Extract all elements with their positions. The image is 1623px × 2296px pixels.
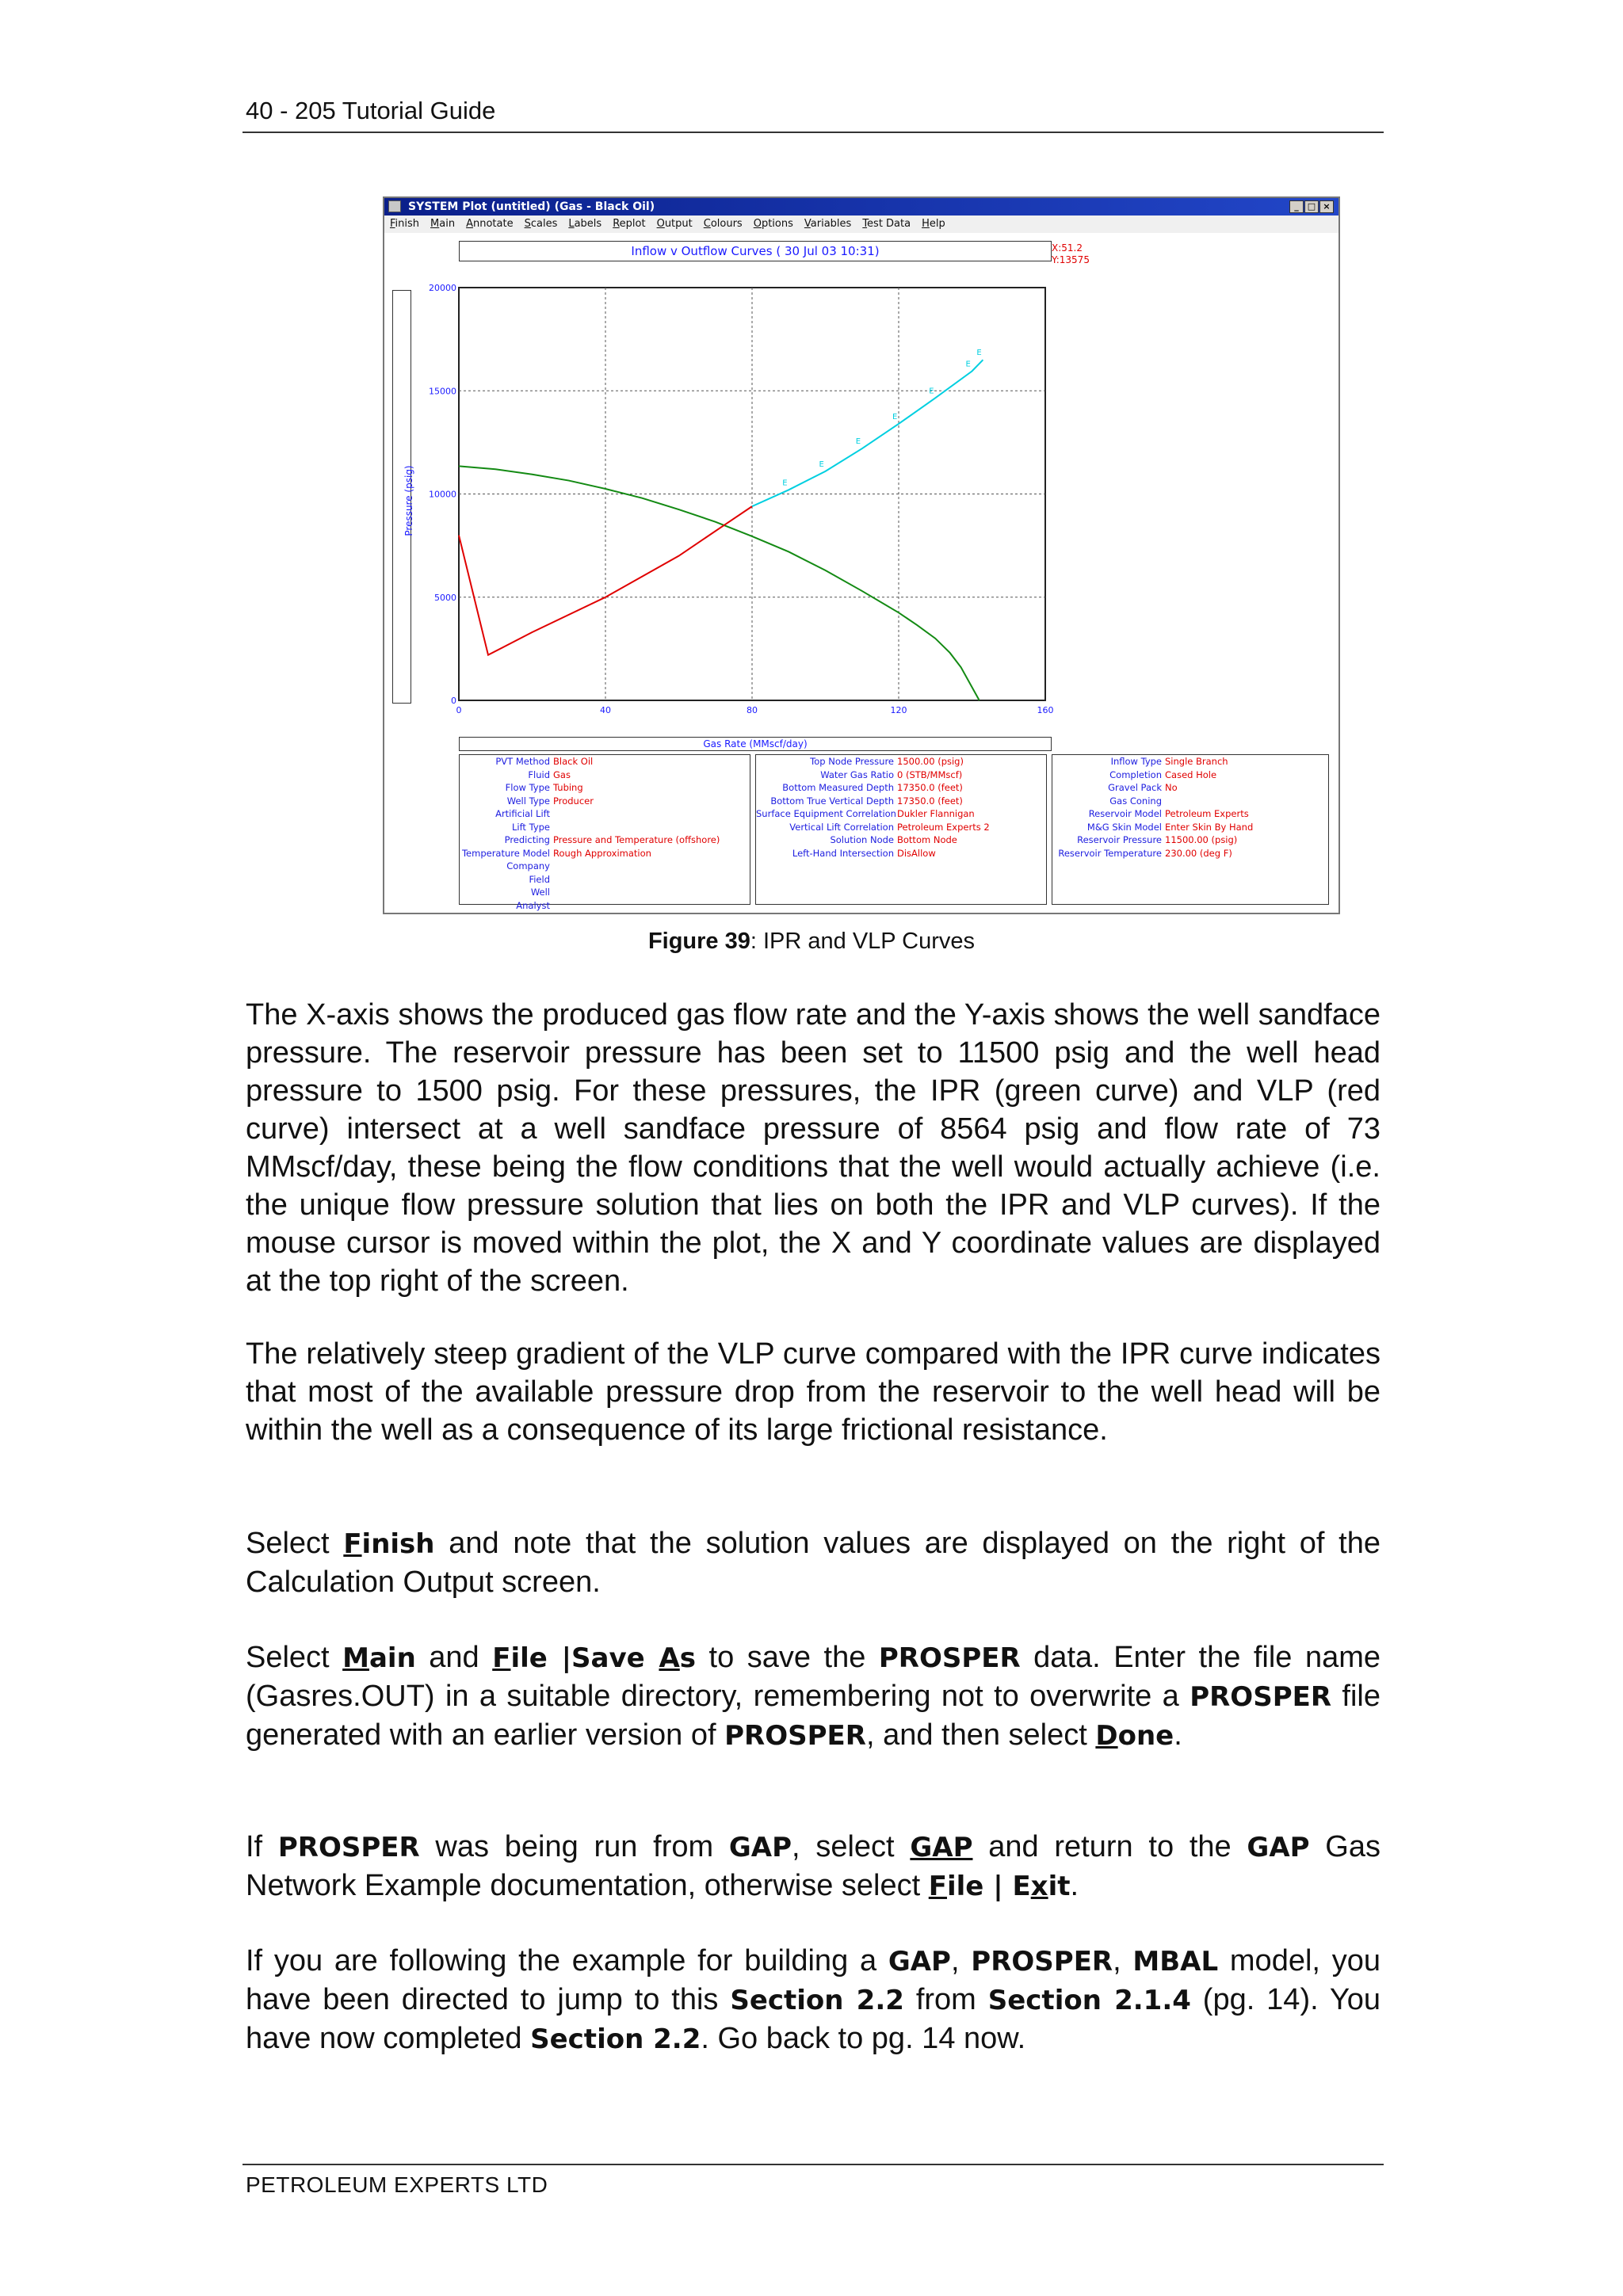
info-value: No (1165, 782, 1178, 793)
info-value: Gas (553, 769, 571, 780)
info-value: Single Branch (1165, 756, 1228, 767)
info-key: Gravel Pack (1108, 782, 1162, 793)
menu-test-data[interactable]: Test Data (862, 218, 911, 230)
info-row (1052, 821, 1328, 834)
info-value: DisAllow (897, 847, 936, 859)
info-value (1162, 795, 1165, 808)
info-value: 1500.00 (psig) (897, 756, 964, 767)
figure-caption-text: : IPR and VLP Curves (750, 929, 976, 954)
x-tick-label: 0 (456, 705, 462, 715)
info-value: Pressure and Temperature (offshore) (553, 834, 720, 845)
info-value: Bottom Node (897, 834, 957, 845)
info-value: 230.00 (deg F) (1165, 847, 1232, 859)
info-row (1052, 847, 1328, 860)
vlp-point-marker: E (892, 412, 898, 421)
info-value (550, 899, 553, 913)
info-value: Tubing (553, 782, 583, 793)
header-rule (242, 132, 1384, 133)
vlp-point-marker: E (929, 387, 934, 396)
paragraph-4: Select Main and File |Save As to save the PROSPER data. Enter the file name (Gasres.OUT) in a suitable directory, remembering not to overwrite a PROSPER file generated with an earlier version of PROSPER, and then select Done. (246, 1641, 1381, 1752)
info-key: Completion (1109, 769, 1162, 780)
menu-options[interactable]: Options (753, 218, 793, 230)
info-row (756, 807, 1046, 821)
info-row (1052, 781, 1328, 795)
paragraph-5: If PROSPER was being run from GAP, select GAP and return to the GAP Gas Network Example documentation, otherwise select File | Exit. (246, 1830, 1381, 1902)
info-row (460, 833, 750, 847)
menu-colours[interactable]: Colours (703, 218, 743, 230)
info-row (1052, 795, 1328, 808)
info-key: Reservoir Temperature (1058, 847, 1162, 859)
info-value: 17350.0 (feet) (897, 782, 963, 793)
info-row (460, 781, 750, 795)
info-row (460, 873, 750, 887)
info-row (460, 847, 750, 860)
info-key: Reservoir Pressure (1077, 834, 1162, 845)
info-key: PVT Method (495, 756, 550, 767)
info-value: Cased Hole (1165, 769, 1217, 780)
info-row (460, 886, 750, 899)
menu-help[interactable]: Help (922, 218, 945, 230)
info-row (756, 847, 1046, 860)
info-row (460, 860, 750, 873)
info-key: Vertical Lift Correlation (789, 821, 894, 833)
info-row (1052, 807, 1328, 821)
x-tick-label: 40 (600, 705, 611, 715)
info-row (756, 821, 1046, 834)
info-key: Bottom True Vertical Depth (770, 795, 894, 807)
cursor-x: X:51.2 (1052, 242, 1083, 254)
info-key: Temperature Model (461, 847, 550, 859)
info-key: M&G Skin Model (1086, 821, 1162, 833)
cursor-y: Y:13575 (1052, 254, 1090, 265)
info-value: 17350.0 (feet) (897, 795, 963, 807)
info-key: Fluid (528, 769, 550, 780)
info-panel-left (459, 754, 750, 911)
y-tick-label: 20000 (429, 283, 456, 293)
footer-rule (242, 2164, 1384, 2165)
x-tick-label: 80 (747, 705, 758, 715)
vlp-point-marker: E (782, 479, 788, 488)
info-key: Well (530, 887, 550, 898)
menu-output[interactable]: Output (656, 218, 693, 230)
series-vlp-line (459, 506, 752, 655)
y-tick-label: 15000 (429, 386, 456, 397)
info-key: Company (506, 860, 550, 871)
info-row (460, 755, 750, 769)
y-tick-label: 5000 (434, 592, 456, 603)
info-row (756, 781, 1046, 795)
paragraph-2: The relatively steep gradient of the VLP curve compared with the IPR curve indicates that most of the available pressure drop from the reservoir to the well head will be within the well as a consequence of its large frictional resistance. (246, 1337, 1381, 1447)
vlp-point-marker: E (976, 349, 982, 358)
info-row (756, 755, 1046, 769)
menu-scales[interactable]: Scales (524, 218, 558, 230)
x-axis-label: Gas Rate (MMscf/day) (459, 737, 1052, 751)
info-key: Water Gas Ratio (820, 769, 894, 780)
info-key: Analyst (516, 899, 550, 911)
info-value: 0 (STB/MMscf) (897, 769, 963, 780)
info-row (1052, 755, 1328, 769)
info-key: Top Node Pressure (810, 756, 894, 767)
paragraph-6: If you are following the example for building a GAP, PROSPER, MBAL model, you have been directed to jump to this Section 2.2 from Section 2.1.4 (pg. 14). You have now completed Section 2.2. Go back to pg. 14 now. (246, 1944, 1381, 2055)
menu-finish[interactable]: Finish (390, 218, 420, 230)
info-row (1052, 769, 1328, 782)
y-tick-label: 10000 (429, 489, 456, 500)
info-value: 11500.00 (psig) (1165, 834, 1238, 845)
info-row (756, 769, 1046, 782)
vlp-point-marker: E (855, 437, 861, 447)
menu-annotate[interactable]: Annotate (466, 218, 514, 230)
info-value (550, 821, 553, 834)
info-value: Enter Skin By Hand (1165, 821, 1254, 833)
info-panel-right (1052, 754, 1329, 905)
figure-caption (0, 929, 1623, 955)
info-key: Flow Type (505, 782, 550, 793)
info-row (1052, 833, 1328, 847)
info-row (460, 899, 750, 913)
info-value: Dukler Flannigan (897, 808, 975, 819)
paragraph-1: The X-axis shows the produced gas flow rate and the Y-axis shows the well sandface pressure. The reservoir pressure has been set to 11500 psig and the well head pressure to 1500 psig. For these pressures, the IPR (green curve) and VLP (red curve) intersect at a well sandface pressure of 8564 psig and flow rate of 73 MMscf/day, these being the flow conditions that the well would actually achieve (i.e. the unique flow pressure solution that lies on both the IPR and VLP curves). If the mouse cursor is moved within the plot, the X and Y coordinate values are displayed at the top right of the screen. (246, 998, 1381, 1298)
info-value: Petroleum Experts 2 (897, 821, 990, 833)
vlp-point-marker: E (965, 360, 971, 369)
info-value: Petroleum Experts (1165, 808, 1249, 819)
info-value: Rough Approximation (553, 847, 651, 859)
info-row (460, 821, 750, 834)
series-ipr-line (459, 466, 980, 700)
info-key: Surface Equipment Correlation (756, 808, 896, 819)
minimize-button[interactable]: _ (1289, 200, 1304, 213)
vlp-point-marker: E (819, 460, 824, 469)
info-key: Field (529, 873, 550, 885)
info-panel-middle (755, 754, 1047, 905)
window-title: SYSTEM Plot (untitled) (Gas - Black Oil) (408, 200, 655, 213)
paragraph-3: Select Finish and note that the solution values are displayed on the right of the Calculation Output screen. (246, 1527, 1381, 1599)
y-axis-label: Pressure (psig) (403, 465, 414, 536)
close-button[interactable]: × (1319, 200, 1334, 213)
info-value (550, 873, 553, 887)
info-key: Left-Hand Intersection (792, 847, 894, 859)
info-key: Lift Type (511, 821, 550, 833)
info-value: Black Oil (553, 756, 594, 767)
info-value (550, 807, 553, 821)
info-key: Inflow Type (1110, 756, 1162, 767)
page-footer: PETROLEUM EXPERTS LTD (246, 2172, 548, 2197)
menu-replot[interactable]: Replot (613, 218, 646, 230)
maximize-button[interactable]: □ (1304, 200, 1319, 213)
info-key: Reservoir Model (1088, 808, 1162, 819)
plot-canvas[interactable] (384, 198, 1338, 753)
plot-title: Inflow v Outflow Curves ( 30 Jul 03 10:31) (459, 241, 1052, 261)
x-tick-label: 160 (1037, 705, 1054, 715)
menu-labels[interactable]: Labels (568, 218, 602, 230)
x-tick-label: 120 (890, 705, 907, 715)
info-row (756, 833, 1046, 847)
info-row (460, 769, 750, 782)
info-key: Well Type (506, 795, 550, 807)
menu-main[interactable]: Main (430, 218, 456, 230)
system-plot-window (383, 196, 1340, 914)
info-key: Gas Coning (1109, 795, 1162, 807)
info-value (550, 886, 553, 899)
info-key: Solution Node (830, 834, 894, 845)
info-key: Artificial Lift (495, 808, 550, 819)
info-value: Producer (553, 795, 594, 807)
info-value (550, 860, 553, 873)
figure-label: Figure 39 (647, 929, 750, 954)
page-header: 40 - 205 Tutorial Guide (246, 97, 496, 124)
info-row (460, 807, 750, 821)
info-key: Predicting (504, 834, 550, 845)
info-row (460, 795, 750, 808)
menu-variables[interactable]: Variables (804, 218, 852, 230)
info-row (756, 795, 1046, 808)
y-tick-label: 0 (451, 696, 456, 706)
info-key: Bottom Measured Depth (782, 782, 894, 793)
